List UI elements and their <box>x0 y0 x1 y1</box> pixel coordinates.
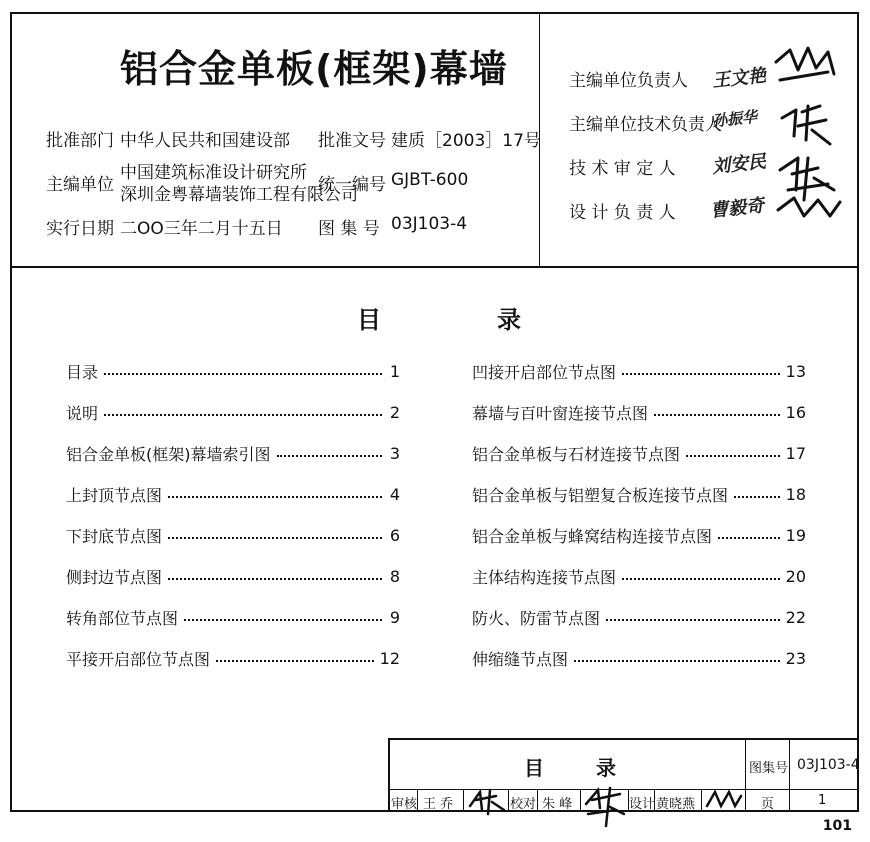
toc-entry-page: 17 <box>785 443 806 463</box>
responsible-role: 主编单位负责人 <box>569 71 688 91</box>
toc-leader-dots <box>277 455 383 457</box>
toc-entry-label: 说明 <box>66 403 99 423</box>
toc-entry-label: 伸缩缝节点图 <box>472 649 569 669</box>
review-name: 王 乔 <box>423 797 454 812</box>
toc-title-left: 目 <box>357 306 381 334</box>
toc-leader-dots <box>104 373 382 375</box>
atlas-title: 铝合金单板(框架)幕墙 <box>120 47 508 91</box>
toc-entry-label: 目录 <box>66 362 99 382</box>
title-block-divider <box>508 789 509 812</box>
title-block-divider <box>789 738 790 812</box>
toc-entry-label: 铝合金单板(框架)幕墙索引图 <box>66 444 271 464</box>
review-label: 审核 <box>391 797 418 812</box>
toc-entry-page: 1 <box>389 361 400 381</box>
signature-scribble-icon <box>703 786 743 812</box>
toc-leader-dots <box>574 660 780 662</box>
design-name: 黄晓燕 <box>656 797 696 812</box>
toc-leader-dots <box>654 414 780 416</box>
handwritten-signature: 曹毅奇 <box>709 195 766 222</box>
responsible-role: 主编单位技术负责人 <box>569 115 722 135</box>
title-block-divider <box>701 789 702 812</box>
toc-entry <box>66 402 400 422</box>
title-block-atlas-label: 图集号 <box>749 761 789 776</box>
sheet-number: 101 <box>822 818 852 834</box>
toc-entry <box>472 402 806 422</box>
toc-leader-dots <box>622 373 780 375</box>
toc-leader-dots <box>216 660 374 662</box>
handwritten-signature: 刘安民 <box>711 151 768 178</box>
toc-entry-page: 19 <box>785 525 806 545</box>
toc-entry-page: 8 <box>389 566 400 586</box>
toc-entry-label: 转角部位节点图 <box>66 608 179 628</box>
title-block-divider <box>745 738 746 812</box>
toc-entry-page: 16 <box>785 402 806 422</box>
toc-entry-label: 防火、防雷节点图 <box>472 608 601 628</box>
toc-leader-dots <box>168 578 382 580</box>
toc-entry <box>472 361 806 381</box>
toc-entry-page: 6 <box>389 525 400 545</box>
toc-entry-label: 幕墙与百叶窗连接节点图 <box>472 403 649 423</box>
toc-entry <box>472 484 806 504</box>
approval-dept-value: 中华人民共和国建设部 <box>120 131 290 151</box>
toc-leader-dots <box>168 496 382 498</box>
signature-scribble-icon <box>466 784 508 816</box>
toc-entry-page: 9 <box>389 607 400 627</box>
title-block-name-right: 录 <box>596 756 616 780</box>
toc-entry <box>66 484 400 504</box>
toc-entry-page: 18 <box>785 484 806 504</box>
toc-leader-dots <box>718 537 780 539</box>
toc-entry <box>66 525 400 545</box>
signature-scribble-icon <box>580 784 628 828</box>
toc-entry-page: 12 <box>379 648 400 668</box>
toc-entry <box>66 607 400 627</box>
toc-entry-page: 23 <box>785 648 806 668</box>
toc-entry <box>66 361 400 381</box>
toc-entry-label: 平接开启部位节点图 <box>66 649 211 669</box>
toc-entry-label: 铝合金单板与铝塑复合板连接节点图 <box>472 485 729 505</box>
atlas-no-label: 图 集 号 <box>318 219 380 239</box>
editor-unit-value-2: 深圳金粤幕墙装饰工程有限公司 <box>120 185 358 205</box>
toc-leader-dots <box>184 619 382 621</box>
toc-entry <box>472 525 806 545</box>
toc-entry-label: 主体结构连接节点图 <box>472 567 617 587</box>
approval-dept-label: 批准部门 <box>46 131 114 151</box>
toc-entry-page: 4 <box>389 484 400 504</box>
toc-entry-label: 上封顶节点图 <box>66 485 163 505</box>
check-label: 校对 <box>510 797 537 812</box>
toc-entry-label: 凹接开启部位节点图 <box>472 362 617 382</box>
toc-entry-label: 铝合金单板与石材连接节点图 <box>472 444 681 464</box>
toc-leader-dots <box>622 578 780 580</box>
toc-leader-dots <box>734 496 780 498</box>
toc-entry-page: 20 <box>785 566 806 586</box>
toc-title-right: 录 <box>497 306 521 334</box>
unified-no-value: GJBT-600 <box>391 170 469 190</box>
title-block-atlas-value: 03J103-4 <box>797 757 860 773</box>
toc-entry-page: 13 <box>785 361 806 381</box>
toc-entry <box>472 607 806 627</box>
toc-entry-label: 铝合金单板与蜂窝结构连接节点图 <box>472 526 713 546</box>
toc-leader-dots <box>686 455 780 457</box>
handwritten-signature: 王文艳 <box>711 65 768 92</box>
approval-doc-value: 建质［2003］17号 <box>391 131 541 151</box>
title-block-name-left: 目 <box>524 756 544 780</box>
signature-scribble-icon <box>768 40 846 220</box>
approval-doc-label: 批准文号 <box>318 131 386 151</box>
toc-entry-page: 2 <box>389 402 400 422</box>
title-block-divider <box>537 789 538 812</box>
toc-leader-dots <box>104 414 382 416</box>
title-block-divider <box>463 789 464 812</box>
design-label: 设计 <box>629 797 656 812</box>
editor-unit-value-1: 中国建筑标准设计研究所 <box>120 163 307 183</box>
toc-entry-label: 下封底节点图 <box>66 526 163 546</box>
toc-entry-label: 侧封边节点图 <box>66 567 163 587</box>
responsible-role: 技 术 审 定 人 <box>569 159 676 179</box>
handwritten-signature: 孙振华 <box>711 107 758 131</box>
header-divider <box>10 266 859 268</box>
toc-leader-dots <box>168 537 382 539</box>
toc-entry <box>66 443 400 463</box>
check-name: 朱 峰 <box>542 797 573 812</box>
editor-unit-label: 主编单位 <box>46 175 114 195</box>
title-block-divider <box>417 789 418 812</box>
toc-entry <box>472 443 806 463</box>
unified-no-label: 统一编号 <box>318 175 386 195</box>
toc-entry <box>472 648 806 668</box>
toc-leader-dots <box>606 619 780 621</box>
toc-entry-page: 22 <box>785 607 806 627</box>
toc-entry <box>66 566 400 586</box>
page-value: 1 <box>818 793 827 808</box>
responsible-role: 设 计 负 责 人 <box>569 203 676 223</box>
atlas-no-value: 03J103-4 <box>391 214 468 234</box>
effective-date-value: 二OO三年二月十五日 <box>120 219 283 239</box>
toc-entry <box>66 648 400 668</box>
effective-date-label: 实行日期 <box>46 219 114 239</box>
toc-entry <box>472 566 806 586</box>
page-label: 页 <box>761 797 775 812</box>
toc-entry-page: 3 <box>389 443 400 463</box>
